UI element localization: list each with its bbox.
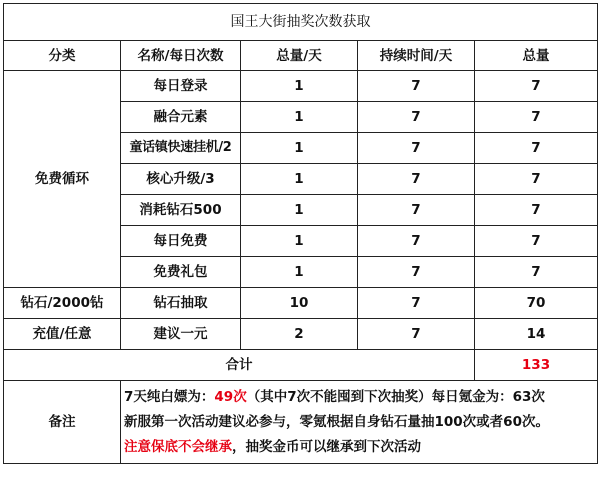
row-days: 7: [358, 288, 475, 319]
note-text: ，抽奖金币可以继承到下次活动: [232, 438, 421, 455]
note-label: 备注: [4, 381, 121, 464]
row-per-day: 1: [241, 102, 358, 133]
row-per-day: 1: [241, 164, 358, 195]
row-name: 免费礼包: [121, 257, 241, 288]
row-days: 7: [358, 257, 475, 288]
row-per-day: 1: [241, 257, 358, 288]
row-per-day: 1: [241, 71, 358, 102]
total-row: [4, 350, 598, 381]
row-days: 7: [358, 195, 475, 226]
row-total: 7: [475, 195, 598, 226]
row-days: 7: [358, 71, 475, 102]
header-per-day: 总量/天: [241, 41, 358, 71]
note-free-count: 49次: [214, 388, 247, 405]
header-total: 总量: [475, 41, 598, 71]
row-per-day: 2: [241, 319, 358, 350]
row-days: 7: [358, 164, 475, 195]
lottery-table: [3, 3, 598, 464]
total-label: 合计: [4, 350, 475, 381]
row-name: 钻石抽取: [121, 288, 241, 319]
row-name: 童话镇快速挂机/2: [121, 133, 241, 164]
row-name: 每日免费: [121, 226, 241, 257]
row-name: 建议一元: [121, 319, 241, 350]
note-warning: 注意保底不会继承: [124, 438, 232, 455]
row-total: 7: [475, 226, 598, 257]
row-total: 7: [475, 102, 598, 133]
row-days: 7: [358, 133, 475, 164]
note-line-1: [124, 385, 594, 410]
group-recharge: 充值/任意: [4, 319, 121, 350]
row-name: 消耗钻石500: [121, 195, 241, 226]
row-total: 7: [475, 71, 598, 102]
row-total: 70: [475, 288, 598, 319]
header-row: [4, 41, 598, 71]
row-per-day: 1: [241, 133, 358, 164]
row-per-day: 1: [241, 226, 358, 257]
row-total: 7: [475, 133, 598, 164]
note-text: （其中7次不能囤到下次抽奖）每日氪金为：63次: [246, 388, 545, 405]
note-line-3: [124, 435, 594, 460]
table-row: [4, 71, 598, 102]
row-name: 融合元素: [121, 102, 241, 133]
row-per-day: 1: [241, 195, 358, 226]
header-category: 分类: [4, 41, 121, 71]
table-row: [4, 319, 598, 350]
note-row: [4, 381, 598, 464]
row-total: 7: [475, 257, 598, 288]
row-name: 核心升级/3: [121, 164, 241, 195]
note-line-2: 新服第一次活动建议必参与，零氪根据自身钻石量抽100次或者60次。: [124, 413, 549, 430]
row-total: 7: [475, 164, 598, 195]
header-name: 名称/每日次数: [121, 41, 241, 71]
row-name: 每日登录: [121, 71, 241, 102]
group-diamond: 钻石/2000钻: [4, 288, 121, 319]
note-text: 7天纯白嫖为：: [124, 388, 215, 405]
row-per-day: 10: [241, 288, 358, 319]
table-row: [4, 288, 598, 319]
table-title: 国王大街抽奖次数获取: [4, 4, 598, 41]
total-value: 133: [475, 350, 598, 381]
header-duration: 持续时间/天: [358, 41, 475, 71]
row-total: 14: [475, 319, 598, 350]
row-days: 7: [358, 102, 475, 133]
group-free: 免费循环: [4, 71, 121, 288]
note-content: [121, 381, 598, 464]
row-days: 7: [358, 226, 475, 257]
row-days: 7: [358, 319, 475, 350]
